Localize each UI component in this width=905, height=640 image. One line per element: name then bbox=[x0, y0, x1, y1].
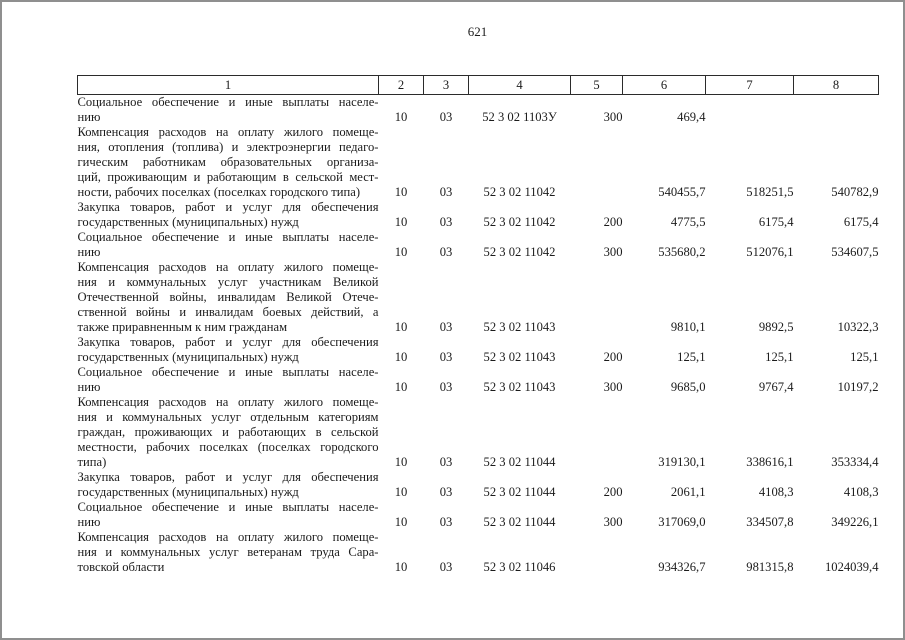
subsection-code-cell: 03 bbox=[439, 215, 453, 229]
expense-type-code-cell bbox=[571, 530, 623, 575]
section-code-cell: 10 bbox=[394, 380, 408, 394]
header-col-8: 8 bbox=[794, 76, 879, 95]
table-row bbox=[78, 335, 879, 365]
section-code-cell: 10 bbox=[394, 110, 408, 124]
target-article-code-cell: 52 3 02 11046 bbox=[483, 560, 556, 574]
expense-type-code-cell bbox=[571, 395, 623, 470]
expense-name: Закупка товаров, работ и услуг для обеспечения государственных (муниципальных) нужд bbox=[77, 335, 379, 364]
expense-type-code-cell: 300 bbox=[603, 110, 623, 124]
subsection-code-cell: 03 bbox=[439, 515, 453, 529]
header-col-6: 6 bbox=[623, 76, 706, 95]
amount-col8-cell: 349226,1 bbox=[831, 515, 879, 529]
subsection-code-cell: 03 bbox=[439, 455, 453, 469]
expense-name: Закупка товаров, работ и услуг для обеспечения государственных (муниципальных) нужд bbox=[77, 470, 379, 499]
expense-name-cell bbox=[78, 365, 379, 395]
amount-col8-cell: 4108,3 bbox=[843, 485, 879, 499]
amount-col7-cell: 6175,4 bbox=[758, 215, 794, 229]
amount-col7-cell: 334507,8 bbox=[746, 515, 794, 529]
amount-col7-cell: 125,1 bbox=[765, 350, 794, 364]
expense-name-cell bbox=[78, 530, 379, 575]
amount-col8-cell: 125,1 bbox=[850, 350, 879, 364]
table-row bbox=[78, 470, 879, 500]
table-row bbox=[78, 395, 879, 470]
target-article-code-cell: 52 3 02 1103У bbox=[482, 110, 557, 124]
target-article-code-cell: 52 3 02 11042 bbox=[483, 215, 556, 229]
page-number: 621 bbox=[467, 24, 488, 39]
subsection-code-cell: 03 bbox=[439, 245, 453, 259]
table-row bbox=[78, 530, 879, 575]
header-col-1: 1 bbox=[78, 76, 379, 95]
target-article-code-cell: 52 3 02 11042 bbox=[483, 185, 556, 199]
amount-col7-cell: 9767,4 bbox=[758, 380, 794, 394]
amount-col6-cell: 319130,1 bbox=[658, 455, 706, 469]
amount-col7-cell: 518251,5 bbox=[746, 185, 794, 199]
expense-type-code-cell: 300 bbox=[603, 380, 623, 394]
expense-name: Закупка товаров, работ и услуг для обеспечения государственных (муниципальных) нужд bbox=[77, 200, 379, 229]
budget-expense-table bbox=[77, 75, 879, 575]
target-article-code-cell: 52 3 02 11042 bbox=[483, 245, 556, 259]
header-col-2: 2 bbox=[379, 76, 424, 95]
expense-name: Социальное обеспечение и иные выплаты населе- нию bbox=[77, 230, 379, 259]
amount-col6-cell: 317069,0 bbox=[658, 515, 706, 529]
target-article-code-cell: 52 3 02 11044 bbox=[483, 455, 556, 469]
amount-col6-cell: 4775,5 bbox=[670, 215, 706, 229]
table-header-row bbox=[78, 76, 879, 95]
expense-name-cell bbox=[78, 470, 379, 500]
amount-col6-cell: 9810,1 bbox=[670, 320, 706, 334]
section-code-cell: 10 bbox=[394, 350, 408, 364]
section-code-cell: 10 bbox=[394, 560, 408, 574]
amount-col7-cell: 981315,8 bbox=[746, 560, 794, 574]
table-row bbox=[78, 200, 879, 230]
amount-col6-cell: 2061,1 bbox=[670, 485, 706, 499]
expense-type-code-cell: 300 bbox=[603, 515, 623, 529]
target-article-code-cell: 52 3 02 11043 bbox=[483, 350, 556, 364]
expense-name: Компенсация расходов на оплату жилого помеще- ния и коммунальных услуг ветеранам труда Сара- товской области bbox=[77, 530, 379, 574]
header-col-4: 4 bbox=[469, 76, 571, 95]
amount-col8-cell: 10197,2 bbox=[837, 380, 879, 394]
table-row bbox=[78, 500, 879, 530]
section-code-cell: 10 bbox=[394, 215, 408, 229]
target-article-code-cell: 52 3 02 11043 bbox=[483, 320, 556, 334]
section-code-cell: 10 bbox=[394, 185, 408, 199]
expense-name-cell bbox=[78, 500, 379, 530]
expense-type-code-cell: 200 bbox=[603, 350, 623, 364]
amount-col8-cell: 1024039,4 bbox=[824, 560, 879, 574]
subsection-code-cell: 03 bbox=[439, 380, 453, 394]
subsection-code-cell: 03 bbox=[439, 350, 453, 364]
subsection-code-cell: 03 bbox=[439, 560, 453, 574]
section-code-cell: 10 bbox=[394, 245, 408, 259]
expense-name-cell bbox=[78, 260, 379, 335]
expense-type-code-cell bbox=[571, 125, 623, 200]
expense-name: Компенсация расходов на оплату жилого помеще- ния, отопления (топлива) и электроэнергии педаго- гическим работникам образовательных организа- ций, проживающим и работающим в сельской мест- ности, рабочих поселках (поселках городского типа) bbox=[77, 125, 379, 199]
expense-name-cell bbox=[78, 395, 379, 470]
section-code-cell: 10 bbox=[394, 455, 408, 469]
expense-name: Компенсация расходов на оплату жилого помеще- ния и коммунальных услуг отдельным категориям граждан, проживающих и работающих в сельской местности, рабочих поселках (поселках городского типа) bbox=[77, 395, 379, 469]
expense-name: Социальное обеспечение и иные выплаты населе- нию bbox=[77, 95, 379, 124]
expense-name-cell bbox=[78, 230, 379, 260]
section-code-cell: 10 bbox=[394, 320, 408, 334]
table-row bbox=[78, 365, 879, 395]
target-article-code-cell: 52 3 02 11044 bbox=[483, 485, 556, 499]
subsection-code-cell: 03 bbox=[439, 185, 453, 199]
table-row bbox=[78, 260, 879, 335]
expense-name-cell bbox=[78, 200, 379, 230]
subsection-code-cell: 03 bbox=[439, 485, 453, 499]
amount-col7-cell: 4108,3 bbox=[758, 485, 794, 499]
amount-col6-cell: 9685,0 bbox=[670, 380, 706, 394]
amount-col6-cell: 125,1 bbox=[677, 350, 706, 364]
amount-col7-cell: 338616,1 bbox=[746, 455, 794, 469]
section-code-cell: 10 bbox=[394, 485, 408, 499]
target-article-code-cell: 52 3 02 11044 bbox=[483, 515, 556, 529]
amount-col7-cell bbox=[706, 95, 794, 126]
amount-col7-cell: 512076,1 bbox=[746, 245, 794, 259]
expense-name: Социальное обеспечение и иные выплаты населе- нию bbox=[77, 500, 379, 529]
amount-col8-cell: 540782,9 bbox=[831, 185, 879, 199]
expense-name-cell bbox=[78, 335, 379, 365]
amount-col8-cell: 6175,4 bbox=[843, 215, 879, 229]
expense-type-code-cell: 300 bbox=[603, 245, 623, 259]
amount-col6-cell: 535680,2 bbox=[658, 245, 706, 259]
expense-name: Компенсация расходов на оплату жилого помеще- ния и коммунальных услуг участникам Великой Отечественной войны, инвалидам Великой Отече- ственной войны и инвалидам боевых действий, а также приравненным к ним гражданам bbox=[77, 260, 379, 334]
amount-col8-cell: 10322,3 bbox=[837, 320, 879, 334]
expense-name: Социальное обеспечение и иные выплаты населе- нию bbox=[77, 365, 379, 394]
expense-type-code-cell: 200 bbox=[603, 485, 623, 499]
target-article-code-cell: 52 3 02 11043 bbox=[483, 380, 556, 394]
table-row bbox=[78, 125, 879, 200]
expense-type-code-cell: 200 bbox=[603, 215, 623, 229]
expense-name-cell bbox=[78, 95, 379, 126]
amount-col7-cell: 9892,5 bbox=[758, 320, 794, 334]
amount-col8-cell: 534607,5 bbox=[831, 245, 879, 259]
expense-type-code-cell bbox=[571, 260, 623, 335]
expense-name-cell bbox=[78, 125, 379, 200]
amount-col6-cell: 469,4 bbox=[677, 110, 706, 124]
section-code-cell: 10 bbox=[394, 515, 408, 529]
amount-col8-cell bbox=[794, 95, 879, 126]
subsection-code-cell: 03 bbox=[439, 320, 453, 334]
table-row bbox=[78, 95, 879, 126]
table-row bbox=[78, 230, 879, 260]
header-col-3: 3 bbox=[424, 76, 469, 95]
subsection-code-cell: 03 bbox=[439, 110, 453, 124]
amount-col6-cell: 934326,7 bbox=[658, 560, 706, 574]
amount-col6-cell: 540455,7 bbox=[658, 185, 706, 199]
header-col-5: 5 bbox=[571, 76, 623, 95]
header-col-7: 7 bbox=[706, 76, 794, 95]
amount-col8-cell: 353334,4 bbox=[831, 455, 879, 469]
